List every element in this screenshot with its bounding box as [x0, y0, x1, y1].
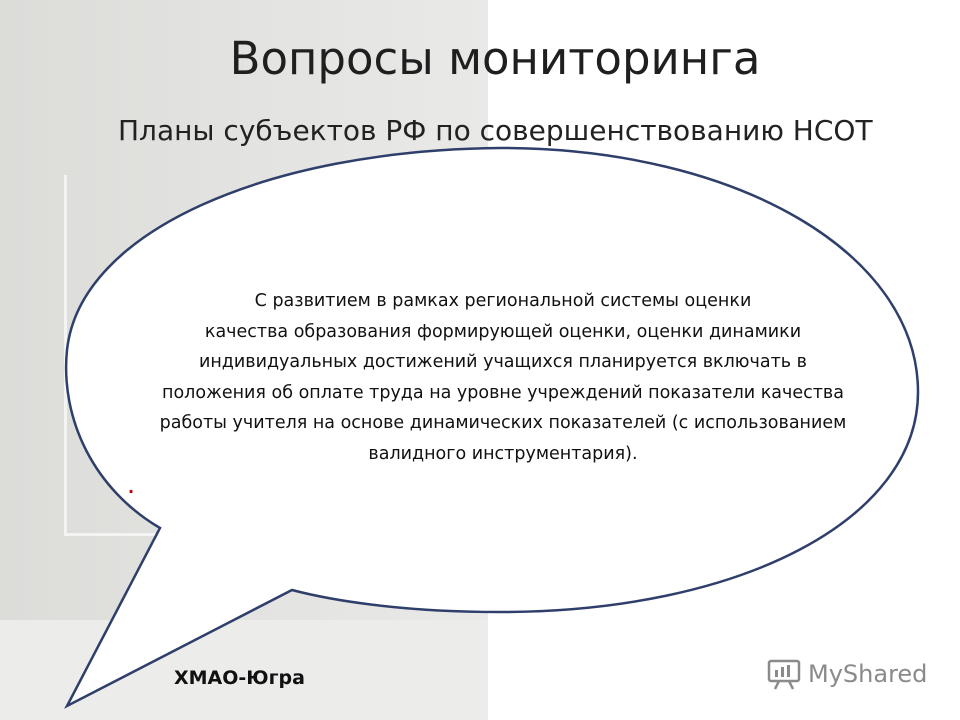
bubble-line: С развитием в рамках региональной системы оценки [254, 291, 752, 311]
slide-title: Вопросы мониторинга [229, 32, 761, 85]
bubble-line: качества образования формирующей оценки, оценки динамики [204, 321, 802, 342]
presentation-board-icon [766, 656, 802, 692]
bubble-text [118, 286, 888, 469]
bubble-line: положения об оплате труда на уровне учреждений показатели качества [162, 382, 844, 403]
watermark-text: MyShared [808, 660, 928, 688]
bubble-line: работы учителя на основе динамических показателей (с использованием [159, 413, 847, 433]
region-label: ХМАО-Югра [174, 667, 305, 689]
bubble-line: индивидуальных достижений учащихся планируется включать в [198, 352, 807, 372]
slide-subtitle: Планы субъектов РФ по совершенствованию НСОТ [118, 114, 873, 147]
bubble-line: валидного инструментария). [368, 443, 638, 464]
bullet-dot: . [128, 478, 135, 497]
myshared-watermark[interactable] [766, 656, 927, 692]
